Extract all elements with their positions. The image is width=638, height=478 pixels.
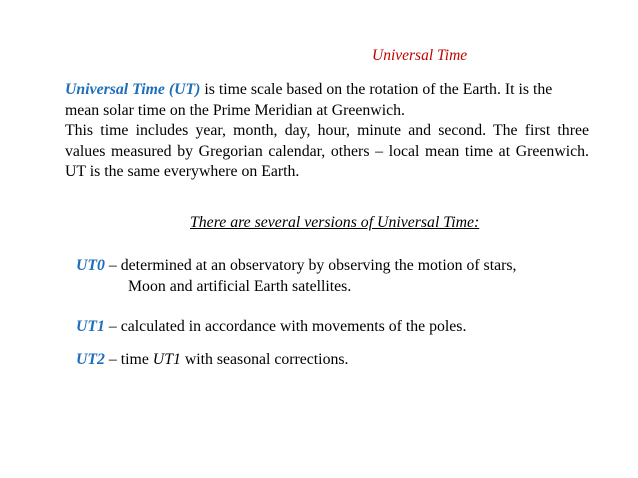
intro-paragraph-2: This time includes year, month, day, hour, minute and second. The first three values measured by Gregorian calendar, others – local mean time at Greenwich. UT is the same everywhere on Earth.: [65, 122, 589, 180]
version-description: – calculated in accordance with movements of the poles.: [104, 318, 467, 335]
version-description-after: with seasonal corrections.: [180, 351, 349, 368]
version-code: UT1: [76, 318, 105, 335]
version-ut1: [76, 317, 596, 338]
intro-paragraph-1-text: is time scale based on the rotation of the Earth. It is the mean solar time on the Prime Meridian at Greenwich.: [65, 81, 553, 119]
slide-title: Universal Time: [372, 47, 468, 64]
intro-text: [65, 80, 589, 183]
version-ut2: [76, 350, 596, 371]
version-code: UT0: [76, 257, 105, 274]
version-description: – determined at an observatory by observing the motion of stars,: [104, 257, 517, 274]
version-code: UT2: [76, 351, 105, 368]
versions-heading: There are several versions of Universal Time:: [190, 214, 480, 231]
intro-paragraph-1: [65, 80, 589, 121]
version-ut0: [76, 256, 596, 297]
version-reference: UT1: [152, 351, 181, 368]
term-universal-time: Universal Time (UT): [65, 81, 201, 98]
version-description-before: – time: [104, 351, 153, 368]
version-description-continuation: Moon and artificial Earth satellites.: [128, 277, 352, 295]
